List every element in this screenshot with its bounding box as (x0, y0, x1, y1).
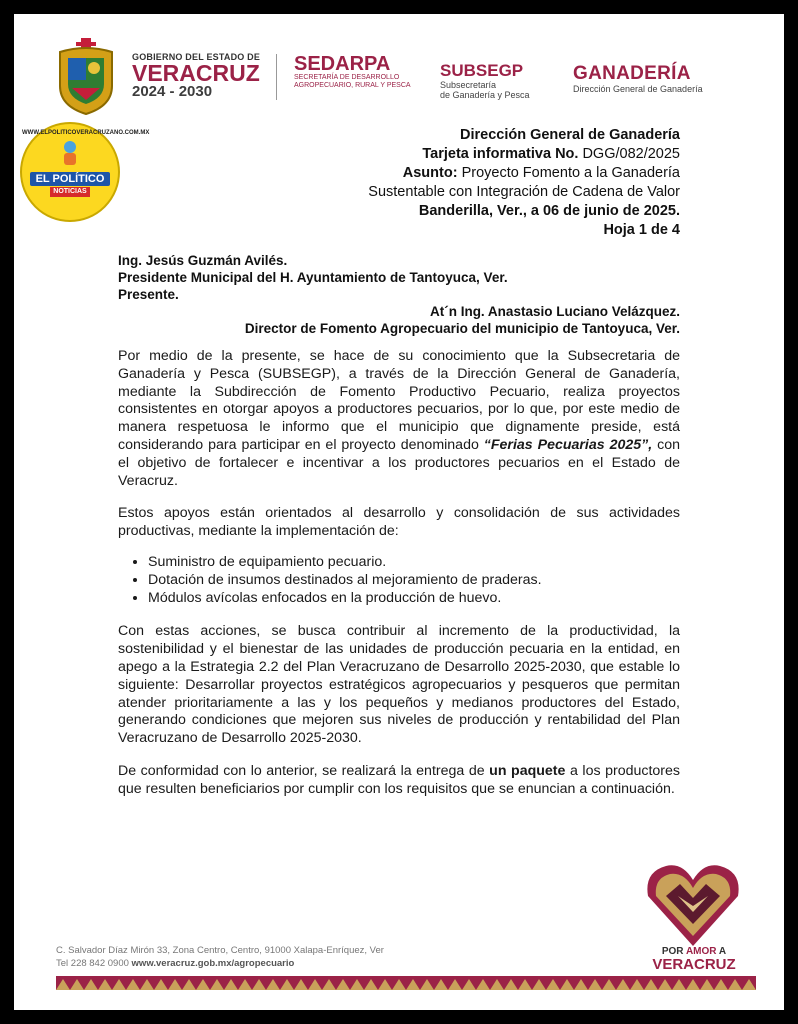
sedarpa-sub2: AGROPECUARIO, RURAL Y PESCA (294, 82, 411, 89)
letterhead (14, 36, 784, 116)
por-amor-slogan (636, 946, 752, 972)
letter-body (118, 348, 680, 814)
por-amor-heart-logo (646, 862, 740, 946)
ganaderia-sub: Dirección General de Ganadería (573, 84, 703, 94)
addressee-name: Ing. Jesús Guzmán Avilés. (118, 253, 288, 268)
subsegp-sub2: de Ganadería y Pesca (440, 90, 530, 100)
badge-url: WWW.ELPOLITICOVERACRUZANO.COM.MX (22, 130, 150, 136)
attention-position: Director de Fomento Agropecuario del municipio de Tantoyuca, Ver. (244, 321, 680, 336)
attention-name: At´n Ing. Anastasio Luciano Velázquez. (429, 304, 680, 319)
support-list (118, 554, 680, 607)
paragraph-4 (118, 763, 680, 799)
sedarpa-logo (294, 54, 411, 90)
slogan-amor: AMOR (685, 946, 717, 957)
attention-block (245, 303, 680, 337)
subject-line2: Sustentable con Integración de Cadena de Valor (368, 184, 680, 200)
sedarpa-title: SEDARPA (294, 53, 391, 75)
addressee-greeting: Presente. (118, 287, 179, 302)
p1-text-b: con el objetivo de fortalecer e incentivar a los productores pecuarios en el Estado de Veracruz. (118, 436, 680, 489)
ganaderia-logo (573, 64, 703, 94)
list-item: • Módulos avícolas enfocados en la producción de huevo. (148, 590, 680, 608)
card-label: Tarjeta informativa No. (422, 146, 579, 162)
decorative-border (56, 976, 756, 990)
slogan-veracruz: VERACRUZ (652, 956, 736, 973)
page-number: Hoja 1 de 4 (603, 222, 680, 238)
addressee-position: Presidente Municipal del H. Ayuntamiento de Tantoyuca, Ver. (118, 270, 508, 285)
header-divider (276, 54, 277, 100)
ganaderia-title: GANADERÍA (573, 63, 691, 84)
subsegp-logo (440, 62, 530, 100)
subsegp-sub1: Subsecretaría (440, 80, 497, 90)
badge-name: EL POLÍTICO (30, 172, 110, 186)
veracruz-shield-logo (54, 38, 118, 114)
paragraph-2: Estos apoyos están orientados al desarrollo y consolidación de sus actividades productivas, mediante la implementación de: (118, 505, 680, 540)
badge-sub: NOTICIAS (50, 187, 90, 197)
list-item: • Dotación de insumos destinados al mejoramiento de praderas. (148, 572, 680, 590)
slogan-a: A (718, 946, 727, 957)
list-item: • Suministro de equipamiento pecuario. (148, 554, 680, 572)
paragraph-3: Con estas acciones, se busca contribuir al incremento de la productividad, la sostenibilidad y el bienestar de las unidades de producción pecuaria en la entidad, en apego a la Estrategia 2.2 del Plan Veracruzano de Desarrollo 2025-2030, que estable lo siguiente: Desarrollar proyectos estratégicos agropecuarios y pesqueros que permitan atender prioritariamente a las y los pequeños y medianos productores del Estado, generando condiciones que mejoren sus niveles de producción y rentabilidad del Plan Veracruzano de Desarrollo 2025-2030. (118, 623, 680, 747)
direction-title: Dirección General de Ganadería (459, 127, 680, 143)
addressee-block (118, 252, 508, 303)
place-date: Banderilla, Ver., a 06 de junio de 2025. (418, 203, 680, 219)
gobierno-years: 2024 - 2030 (132, 83, 213, 100)
document-page (14, 14, 784, 1010)
project-name: “Ferias Pecuarias 2025”, (483, 436, 653, 453)
document-heading (368, 126, 680, 240)
slogan-por: POR (661, 946, 684, 957)
paragraph-1 (118, 348, 680, 490)
gobierno-line1: GOBIERNO DEL ESTADO DE (132, 52, 261, 62)
p4-bold: un paquete (489, 762, 566, 779)
p1-text-a: Por medio de la presente, se hace de su conocimiento que la Subsecretaria de Ganadería y Pesca (SUBSEGP), a través de la Dirección General de Ganadería, mediante la Subdirección de Fomento Productivo Pecuario, realiza proyectos consistentes en otorgar apoyos a productores pecuarios, por lo que, por este medio de manera respetuosa le informo que el municipio que dignamente preside, está considerando para participar en el proyecto denominado (118, 348, 680, 453)
gobierno-line2: VERACRUZ (132, 60, 260, 86)
p4-text-b: a los productores que resulten beneficiarios por cumplir con los requisitos que se enuncian a continuación. (118, 762, 681, 797)
subject-line1: Proyecto Fomento a la Ganadería (461, 165, 680, 181)
footer-tel: Tel 228 842 0900 (56, 958, 129, 969)
el-politico-watermark (20, 122, 150, 222)
subsegp-title: SUBSEGP (440, 61, 524, 80)
p4-text-a: De conformidad con lo anterior, se realizará la entrega de (118, 762, 490, 779)
footer-address: C. Salvador Díaz Mirón 33, Zona Centro, Centro, 91000 Xalapa-Enríquez, Ver (56, 945, 384, 956)
sedarpa-sub1: SECRETARÍA DE DESARROLLO (294, 74, 400, 81)
footer-contact (56, 944, 384, 970)
mascot-icon (58, 140, 82, 166)
gobierno-veracruz-logo (132, 52, 260, 100)
subject-label: Asunto: (402, 165, 458, 181)
card-number: DGG/082/2025 (582, 146, 680, 162)
footer-web: www.veracruz.gob.mx/agropecuario (131, 958, 295, 969)
